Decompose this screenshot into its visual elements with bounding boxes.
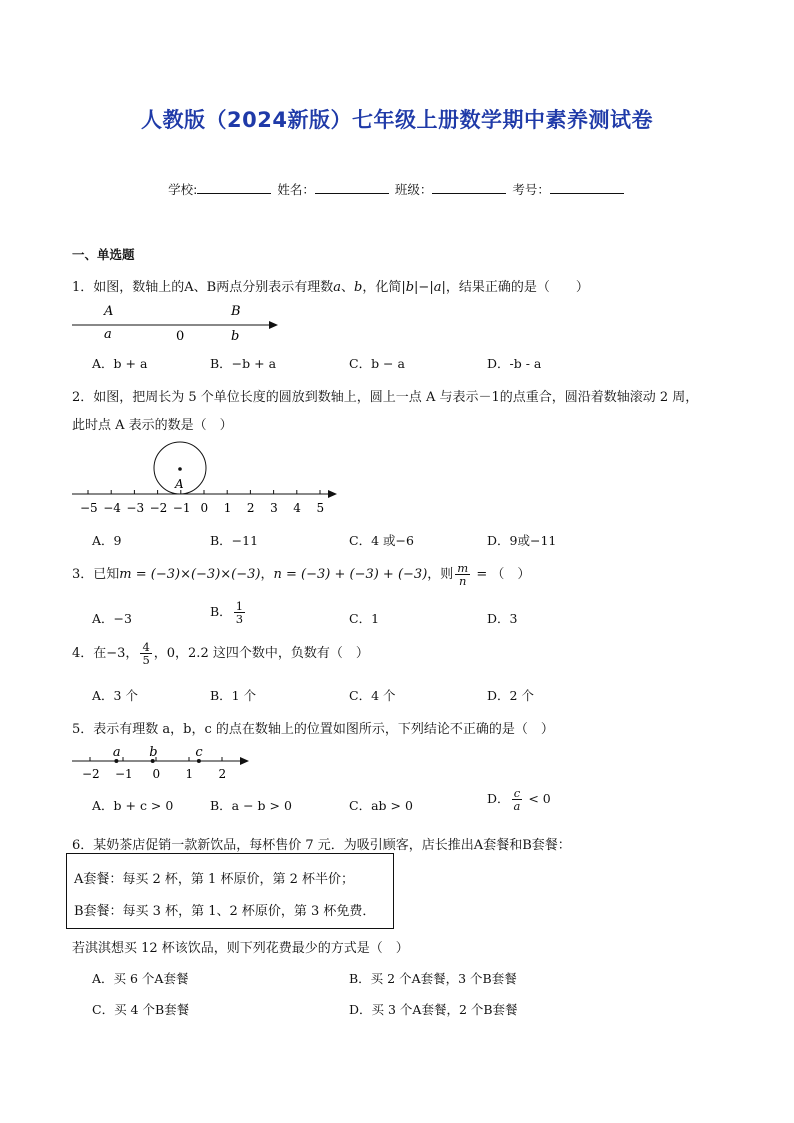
point-label-a: a bbox=[112, 745, 121, 760]
tick-label: 0 bbox=[152, 767, 161, 781]
q4-option-b[interactable]: B．1 个 bbox=[210, 688, 257, 703]
value-label-b: b bbox=[231, 329, 240, 344]
tick-label: 3 bbox=[270, 501, 278, 515]
value-label-0: 0 bbox=[176, 329, 185, 344]
tick-label: 0 bbox=[200, 501, 209, 515]
school-label: 学校: bbox=[168, 182, 198, 197]
question-2-line-2: 此时点 A 表示的数是（ ） bbox=[72, 418, 233, 433]
q2-option-a[interactable]: A．9 bbox=[92, 533, 122, 548]
class-blank bbox=[432, 181, 506, 194]
point-label-c: c bbox=[195, 745, 203, 760]
q5-option-d[interactable]: D． $\frac{c}{a}$ < 0 bbox=[487, 786, 551, 814]
value-label-a: a bbox=[104, 327, 112, 342]
page-title: 人教版（2024新版）七年级上册数学期中素养测试卷 bbox=[141, 108, 653, 132]
q2-rolling-circle-figure bbox=[66, 438, 346, 520]
q4-option-a[interactable]: A．3 个 bbox=[92, 688, 138, 703]
question-1: 1．如图，数轴上的A、B两点分别表示有理数a、b，化简|b|−|a|，结果正确的是（ ） bbox=[72, 280, 589, 295]
tick-label: −4 bbox=[103, 501, 121, 515]
q3-option-c[interactable]: C．1 bbox=[349, 611, 380, 626]
question-2-line-1: 2．如图，把周长为 5 个单位长度的圆放到数轴上，圆上一点 A 与表示－1的点重合，圆沿着数轴滚动 2 周， bbox=[72, 390, 699, 405]
q3-option-d[interactable]: D．3 bbox=[487, 611, 518, 626]
package-a-description: A套餐：每买 2 杯，第 1 杯原价，第 2 杯半价； bbox=[74, 872, 354, 887]
exam-number-label: 考号： bbox=[512, 182, 550, 197]
q1-option-c[interactable]: C．b − a bbox=[349, 356, 405, 371]
tick-label: 5 bbox=[316, 501, 325, 515]
q2-option-d[interactable]: D．9或−11 bbox=[487, 533, 557, 548]
tick-label: −1 bbox=[172, 501, 191, 515]
tick-label: 2 bbox=[218, 767, 227, 781]
tick-label: −5 bbox=[80, 501, 98, 515]
m-over-n-fraction: $\frac{m}{n}$ bbox=[457, 561, 469, 589]
q3-option-b[interactable]: B． $\frac{1}{3}$ bbox=[210, 599, 244, 627]
tick-label: 2 bbox=[246, 501, 255, 515]
one-third-fraction: $\frac{1}{3}$ bbox=[235, 599, 244, 627]
class-label: 班级： bbox=[394, 182, 433, 197]
q6-option-a[interactable]: A．买 6 个A套餐 bbox=[92, 971, 189, 986]
q2-option-c[interactable]: C．4 或−6 bbox=[349, 533, 414, 548]
point-label-A: A bbox=[175, 477, 184, 491]
q1-option-b[interactable]: B．−b + a bbox=[210, 356, 277, 371]
point-label-A: A bbox=[104, 304, 114, 319]
question-5: 5．表示有理数 a，b，c 的点在数轴上的位置如图所示，下列结论不正确的是（ ） bbox=[72, 722, 554, 737]
q1-option-a[interactable]: A．b + a bbox=[92, 356, 148, 371]
package-b-description: B套餐：每买 3 杯，第 1、2 杯原价，第 3 杯免费． bbox=[74, 904, 376, 919]
tick-label: −2 bbox=[149, 501, 168, 515]
name-blank bbox=[315, 181, 389, 194]
c-over-a-fraction: $\frac{c}{a}$ bbox=[513, 786, 521, 814]
q1-option-d[interactable]: D．-b - a bbox=[487, 356, 542, 371]
name-label: 姓名： bbox=[277, 182, 315, 197]
question-6: 6．某奶茶店促销一款新饮品，每杯售价 7 元．为吸引顾客，店长推出A套餐和B套餐： bbox=[72, 838, 571, 853]
q5-number-line-figure bbox=[66, 742, 256, 782]
tick-label: −1 bbox=[115, 767, 133, 781]
q6-option-d[interactable]: D．买 3 个A套餐，2 个B套餐 bbox=[349, 1002, 518, 1017]
exam-number-blank bbox=[550, 181, 624, 194]
tick-label: −3 bbox=[126, 501, 145, 515]
q5-option-b[interactable]: B．a − b > 0 bbox=[210, 798, 292, 813]
question-6-prompt: 若淇淇想买 12 杯该饮品，则下列花费最少的方式是（ ） bbox=[72, 941, 409, 956]
question-4: 4．在−3， $\frac{4}{5}$ ，0，2.2 这四个数中，负数有（ ） bbox=[72, 640, 369, 668]
q5-option-c[interactable]: C．ab > 0 bbox=[349, 798, 413, 813]
circle-center-dot bbox=[178, 467, 182, 471]
q1-number-line-figure bbox=[66, 300, 296, 346]
package-description-box bbox=[66, 853, 394, 929]
q2-option-b[interactable]: B．−11 bbox=[210, 533, 259, 548]
tick-label: −2 bbox=[82, 767, 100, 781]
tick-label: 4 bbox=[293, 501, 301, 515]
point-label-B: B bbox=[231, 304, 241, 319]
school-blank bbox=[197, 181, 271, 194]
question-3: 3．已知m = (−3)×(−3)×(−3)，n = (−3) + (−3) + (−3)，则 $\frac{m}{n}$ = （ ） bbox=[72, 561, 531, 589]
q4-option-d[interactable]: D．2 个 bbox=[487, 688, 534, 703]
q5-option-a[interactable]: A．b + c > 0 bbox=[92, 798, 174, 813]
section-heading: 一、单选题 bbox=[72, 247, 135, 262]
q3-option-a[interactable]: A．−3 bbox=[92, 611, 132, 626]
q6-option-b[interactable]: B．买 2 个A套餐，3 个B套餐 bbox=[349, 971, 517, 986]
student-info-line bbox=[0, 180, 794, 198]
q4-option-c[interactable]: C．4 个 bbox=[349, 688, 396, 703]
point-label-b: b bbox=[149, 745, 158, 760]
tick-label: 1 bbox=[223, 501, 232, 515]
tick-label: 1 bbox=[185, 767, 194, 781]
q6-option-c[interactable]: C．买 4 个B套餐 bbox=[92, 1002, 190, 1017]
four-fifths-fraction: $\frac{4}{5}$ bbox=[142, 640, 150, 668]
